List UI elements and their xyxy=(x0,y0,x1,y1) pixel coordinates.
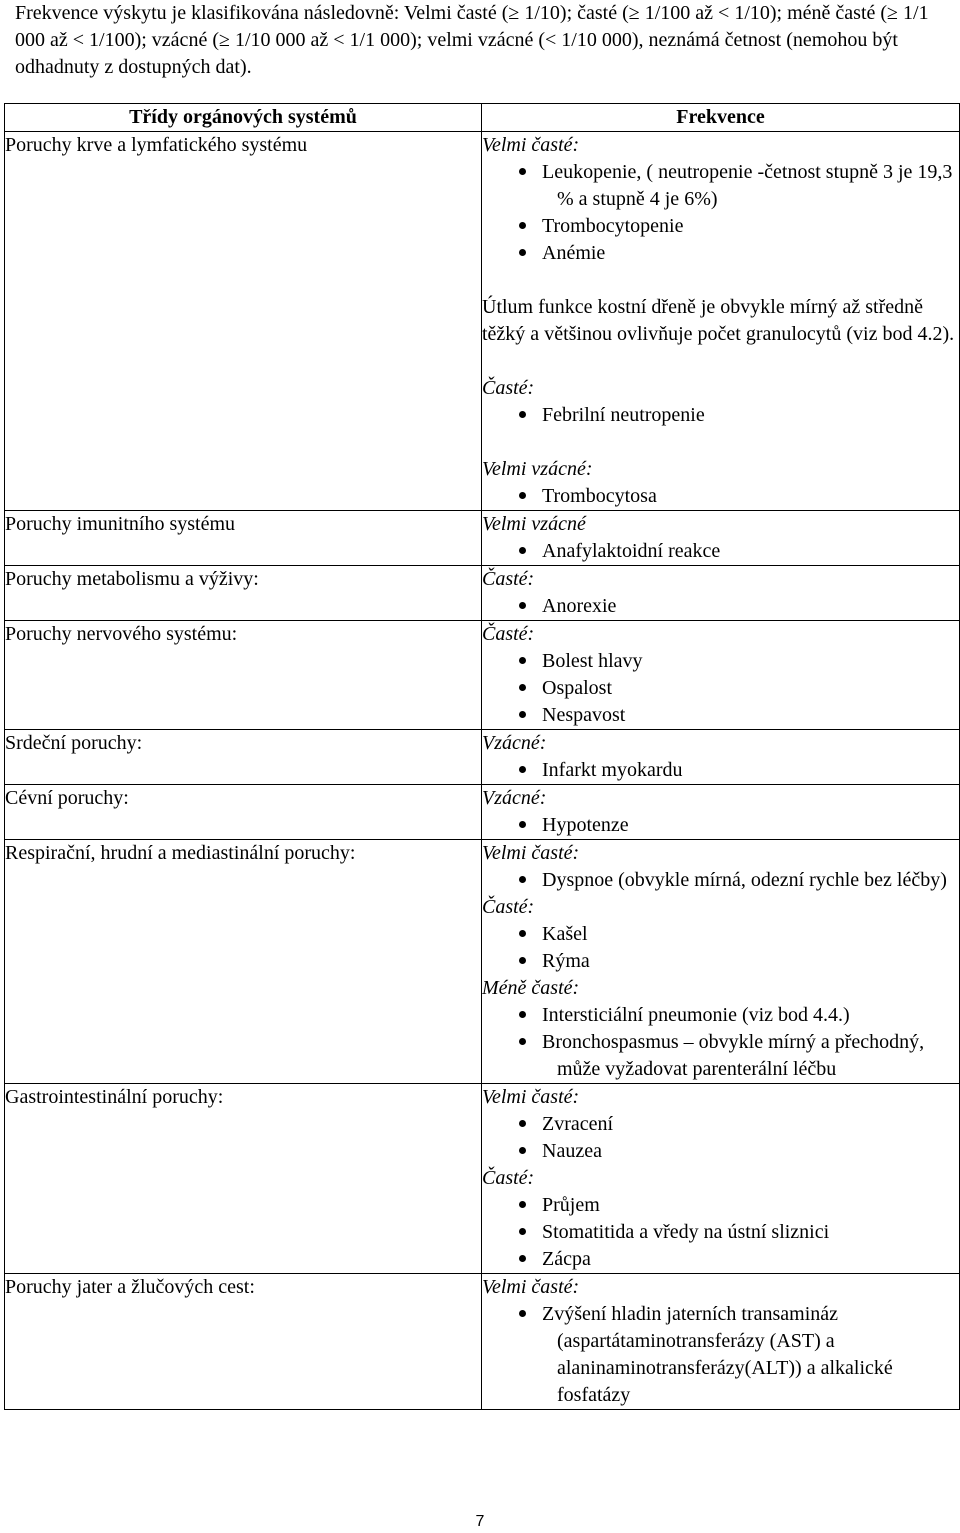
frequency-cell xyxy=(482,785,960,840)
bullet-icon xyxy=(519,930,526,937)
organ-class-cell xyxy=(5,566,482,621)
list-item xyxy=(542,1002,959,1029)
organ-class-cell xyxy=(5,840,482,1084)
list-item xyxy=(542,812,959,839)
frequency-category: Velmi časté: xyxy=(482,1086,580,1108)
effect-label: Dyspnoe (obvykle mírná, odezní rychle bez léčby) xyxy=(542,869,947,891)
effect-list xyxy=(482,867,959,894)
frequency-category: Méně časté: xyxy=(482,977,580,999)
bullet-icon xyxy=(519,1310,526,1317)
effect-label: Anafylaktoidní reakce xyxy=(542,540,721,562)
effect-label: Infarkt myokardu xyxy=(542,759,683,781)
effect-label: Anorexie xyxy=(542,595,617,617)
effect-label: Febrilní neutropenie xyxy=(542,404,705,426)
organ-class-cell xyxy=(5,730,482,785)
bullet-icon xyxy=(519,602,526,609)
table-row xyxy=(5,1274,960,1410)
effect-label: Trombocytosa xyxy=(542,485,657,507)
effect-list xyxy=(482,1301,959,1409)
effect-list xyxy=(482,1111,959,1165)
effect-label: Zvýšení hladin jaterních transamináz (aspartátaminotransferázy (AST) a alaninaminotransferázy(ALT)) a alkalické fosfatázy xyxy=(542,1303,893,1406)
frequency-cell xyxy=(482,840,960,1084)
spacer xyxy=(482,429,959,456)
effect-label: Trombocytopenie xyxy=(542,215,684,237)
list-item xyxy=(542,921,959,948)
effect-list xyxy=(482,402,959,429)
bullet-icon xyxy=(519,684,526,691)
list-item xyxy=(542,1192,959,1219)
bullet-icon xyxy=(519,222,526,229)
organ-class-cell xyxy=(5,1274,482,1410)
list-item xyxy=(542,1219,959,1246)
table-row xyxy=(5,1084,960,1274)
header-organ-class: Třídy orgánových systémů xyxy=(5,104,482,132)
effect-label: Hypotenze xyxy=(542,814,629,836)
intro-paragraph: Frekvence výskytu je klasifikována následovně: Velmi časté (≥ 1/10); časté (≥ 1/100 až < 1/10); méně časté (≥ 1/1 000 až < 1/100); vzácné (≥ 1/10 000 až < 1/1 000); velmi vzácné (< 1/10 000), neznámá četnost (nemohou být odhadnuty z dostupných dat). xyxy=(15,2,929,78)
frequency-category: Časté: xyxy=(482,896,535,918)
list-item xyxy=(542,702,959,729)
effect-list xyxy=(482,921,959,975)
table-row xyxy=(5,621,960,730)
organ-class-cell xyxy=(5,511,482,566)
table-row xyxy=(5,566,960,621)
table-row xyxy=(5,132,960,511)
frequency-category: Velmi vzácné: xyxy=(482,458,593,480)
organ-class-cell xyxy=(5,132,482,511)
page-number: 7 xyxy=(475,1513,485,1530)
frequency-category: Velmi vzácné xyxy=(482,513,586,535)
list-item xyxy=(542,240,959,267)
frequency-category: Velmi časté: xyxy=(482,1276,580,1298)
organ-class-label: Poruchy jater a žlučových cest: xyxy=(5,1276,255,1298)
list-item xyxy=(542,867,959,894)
frequency-category: Časté: xyxy=(482,623,535,645)
frequency-category: Časté: xyxy=(482,1167,535,1189)
bullet-icon xyxy=(519,1147,526,1154)
effect-label: Leukopenie, ( neutropenie -četnost stupně 3 je 19,3 % a stupně 4 je 6%) xyxy=(542,161,953,210)
list-item xyxy=(542,648,959,675)
effect-list xyxy=(482,1002,959,1083)
frequency-category: Časté: xyxy=(482,377,535,399)
bullet-icon xyxy=(519,1038,526,1045)
organ-class-label: Poruchy nervového systému: xyxy=(5,623,238,645)
effect-label: Nauzea xyxy=(542,1140,602,1162)
bullet-icon xyxy=(519,657,526,664)
bullet-icon xyxy=(519,249,526,256)
bullet-icon xyxy=(519,168,526,175)
organ-class-label: Gastrointestinální poruchy: xyxy=(5,1086,224,1108)
frequency-cell xyxy=(482,1084,960,1274)
list-item xyxy=(542,1111,959,1138)
table-row xyxy=(5,840,960,1084)
organ-class-label: Respirační, hrudní a mediastinální poruchy: xyxy=(5,842,356,864)
effect-label: Ospalost xyxy=(542,677,612,699)
list-item xyxy=(542,757,959,784)
table-row xyxy=(5,511,960,566)
organ-class-label: Cévní poruchy: xyxy=(5,787,129,809)
effect-list xyxy=(482,812,959,839)
list-item xyxy=(542,483,959,510)
effect-list xyxy=(482,1192,959,1273)
effect-label: Nespavost xyxy=(542,704,626,726)
effect-label: Průjem xyxy=(542,1194,600,1216)
bullet-icon xyxy=(519,1201,526,1208)
spacer xyxy=(482,267,959,294)
list-item xyxy=(542,1138,959,1165)
effect-label: Bronchospasmus – obvykle mírný a přechodný, může vyžadovat parenterální léčbu xyxy=(542,1031,925,1080)
frequency-cell xyxy=(482,566,960,621)
effect-label: Intersticiální pneumonie (viz bod 4.4.) xyxy=(542,1004,850,1026)
list-item xyxy=(542,402,959,429)
frequency-cell xyxy=(482,1274,960,1410)
effect-label: Zácpa xyxy=(542,1248,591,1270)
effect-list xyxy=(482,538,959,565)
effect-list xyxy=(482,593,959,620)
bullet-icon xyxy=(519,1120,526,1127)
effect-list xyxy=(482,483,959,510)
adverse-effects-table xyxy=(4,103,960,1410)
frequency-category: Velmi časté: xyxy=(482,842,580,864)
list-item xyxy=(542,675,959,702)
frequency-cell xyxy=(482,132,960,511)
table-row xyxy=(5,785,960,840)
frequency-cell xyxy=(482,621,960,730)
organ-class-cell xyxy=(5,785,482,840)
effect-label: Stomatitida a vředy na ústní sliznici xyxy=(542,1221,830,1243)
effect-list xyxy=(482,159,959,267)
header-frequency: Frekvence xyxy=(482,104,960,132)
table-header-row xyxy=(5,104,960,132)
bullet-icon xyxy=(519,547,526,554)
bullet-icon xyxy=(519,957,526,964)
list-item xyxy=(542,1029,959,1083)
effect-label: Rýma xyxy=(542,950,590,972)
organ-class-label: Poruchy imunitního systému xyxy=(5,513,235,535)
organ-class-cell xyxy=(5,1084,482,1274)
frequency-category: Vzácné: xyxy=(482,732,547,754)
effect-label: Zvracení xyxy=(542,1113,614,1135)
frequency-category: Vzácné: xyxy=(482,787,547,809)
effect-label: Kašel xyxy=(542,923,588,945)
frequency-cell xyxy=(482,730,960,785)
bullet-icon xyxy=(519,821,526,828)
effect-label: Anémie xyxy=(542,242,606,264)
list-item xyxy=(542,159,959,213)
frequency-category: Velmi časté: xyxy=(482,134,580,156)
bullet-icon xyxy=(519,1011,526,1018)
list-item xyxy=(542,538,959,565)
effect-list xyxy=(482,648,959,729)
organ-class-cell xyxy=(5,621,482,730)
bullet-icon xyxy=(519,766,526,773)
organ-class-label: Poruchy krve a lymfatického systému xyxy=(5,134,308,156)
bullet-icon xyxy=(519,876,526,883)
effect-list xyxy=(482,757,959,784)
list-item xyxy=(542,1246,959,1273)
bullet-icon xyxy=(519,1255,526,1262)
list-item xyxy=(542,593,959,620)
frequency-note: Útlum funkce kostní dřeně je obvykle mírný až středně těžký a většinou ovlivňuje počet granulocytů (viz bod 4.2). xyxy=(482,296,955,345)
bullet-icon xyxy=(519,1228,526,1235)
list-item xyxy=(542,213,959,240)
organ-class-label: Srdeční poruchy: xyxy=(5,732,143,754)
bullet-icon xyxy=(519,492,526,499)
frequency-category: Časté: xyxy=(482,568,535,590)
list-item xyxy=(542,1301,959,1409)
organ-class-label: Poruchy metabolismu a výživy: xyxy=(5,568,259,590)
effect-label: Bolest hlavy xyxy=(542,650,643,672)
frequency-cell xyxy=(482,511,960,566)
bullet-icon xyxy=(519,711,526,718)
bullet-icon xyxy=(519,411,526,418)
table-row xyxy=(5,730,960,785)
list-item xyxy=(542,948,959,975)
spacer xyxy=(482,348,959,375)
table-body xyxy=(5,132,960,1410)
